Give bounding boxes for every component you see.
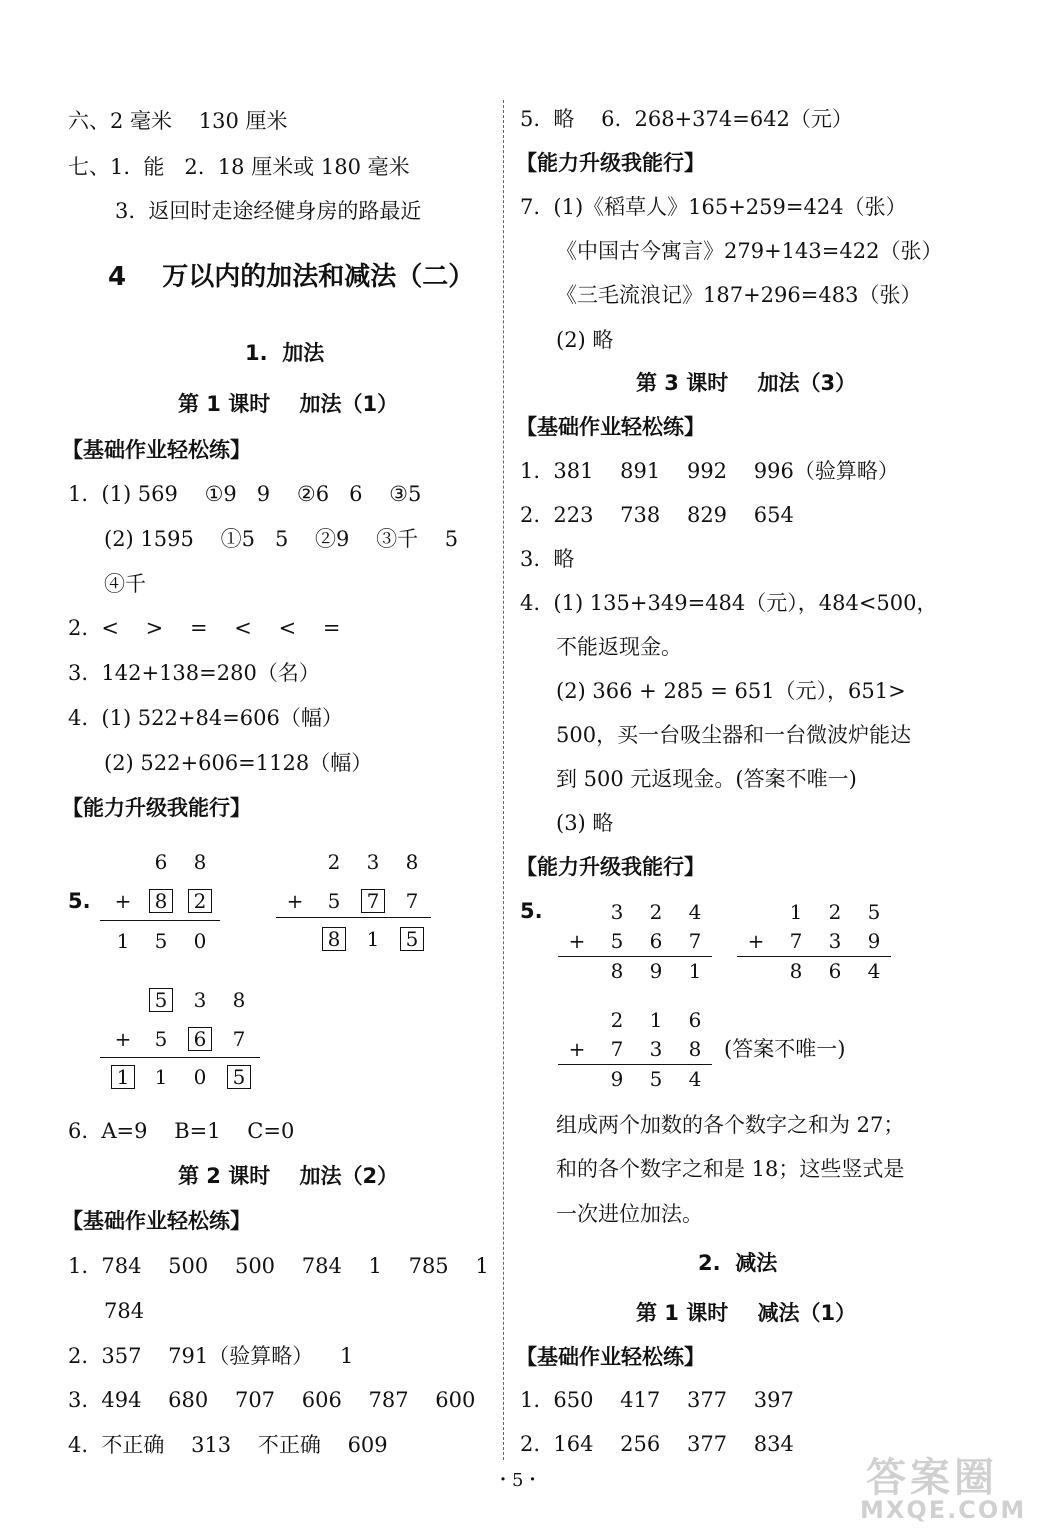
digit: 8 [688, 1037, 702, 1061]
digit: 6 [649, 929, 663, 953]
answer-line: 3. 494 680 707 606 787 600 [68, 1388, 476, 1412]
digit: 2 [610, 1008, 624, 1032]
exercise-header: 【能力升级我能行】 [516, 151, 705, 175]
digit: 5 [610, 929, 624, 953]
answer-line: 1. 381 891 992 996（验算略） [520, 459, 899, 483]
lesson-title: 第 1 课时 减法（1） [636, 1301, 857, 1325]
digit: 0 [193, 929, 207, 953]
digit: 5 [154, 1027, 168, 1051]
digit: 6 [828, 959, 842, 983]
digit: 5 [405, 927, 419, 951]
digit: 4 [867, 959, 881, 983]
lesson-title: 第 1 课时 加法（1） [178, 392, 399, 416]
watermark-title: 答案圈 [866, 1455, 998, 1501]
answer-line: 2. < > = < < = [68, 616, 341, 640]
digit: 5 [154, 929, 168, 953]
digit: 0 [193, 1065, 207, 1089]
answer-line: ④千 [104, 572, 146, 596]
answer-line: 2. 357 791（验算略） 1 [68, 1344, 354, 1368]
digit: 6 [193, 1027, 207, 1051]
sum-line [737, 956, 891, 957]
digit: 6 [688, 1008, 702, 1032]
digit: 9 [610, 1067, 624, 1091]
answer-line: 4. (1) 522+84=606（幅） [68, 706, 343, 730]
digit: 3 [649, 1037, 663, 1061]
digit: 3 [610, 900, 624, 924]
exercise-header: 【能力升级我能行】 [516, 855, 705, 879]
plus-sign: + [747, 929, 765, 953]
answer-line: 2. 164 256 377 834 [520, 1432, 794, 1456]
answer-line: 《中国古今寓言》279+143=422（张） [556, 239, 943, 263]
digit: 5 [867, 900, 881, 924]
answer-line: 4. 不正确 313 不正确 609 [68, 1433, 388, 1457]
plus-sign: + [568, 1037, 586, 1061]
watermark-url: MXQE.COM [860, 1496, 1027, 1524]
digit: 8 [154, 889, 168, 913]
sum-line [100, 1057, 260, 1058]
answer-line: 3. 返回时走途经健身房的路最近 [115, 199, 422, 223]
column-divider [503, 100, 504, 1460]
answer-line: (2) 略 [556, 328, 614, 352]
exercise-header: 【基础作业轻松练】 [62, 438, 251, 462]
digit: 5 [232, 1065, 246, 1089]
sum-line [276, 917, 431, 918]
digit: 7 [688, 929, 702, 953]
digit: 8 [789, 959, 803, 983]
answer-line: 3. 142+138=280（名） [68, 661, 320, 685]
digit: 1 [116, 929, 130, 953]
answer-line: (2) 366 + 285 = 651（元），651> [556, 679, 906, 703]
answer-line: 六、2 毫米 130 厘米 [68, 109, 288, 133]
section-title: 1. 加法 [245, 341, 325, 365]
answer-line: 一次进位加法。 [556, 1202, 703, 1226]
digit: 8 [610, 959, 624, 983]
digit: 1 [154, 1065, 168, 1089]
digit: 2 [193, 889, 207, 913]
digit: 2 [327, 850, 341, 874]
digit: 8 [405, 850, 419, 874]
answer-line: 7. (1)《稻草人》165+259=424（张） [520, 195, 907, 219]
section-title: 2. 减法 [698, 1251, 778, 1275]
plus-sign: + [286, 889, 304, 913]
digit: 4 [688, 900, 702, 924]
answer-line: 组成两个加数的各个数字之和为 27； [556, 1113, 905, 1137]
sum-line [558, 1064, 712, 1065]
digit: 7 [405, 889, 419, 913]
digit: 5 [649, 1067, 663, 1091]
answer-line: 到 500 元返现金。(答案不唯一) [556, 767, 857, 791]
answer-line: 500，买一台吸尘器和一台微波炉能达 [556, 723, 912, 747]
answer-line: 1. 650 417 377 397 [520, 1388, 794, 1412]
answer-line: 1. 784 500 500 784 1 785 1 [68, 1254, 489, 1278]
digit: 1 [688, 959, 702, 983]
answer-line: 《三毛流浪记》187+296=483（张） [556, 283, 922, 307]
exercise-header: 【基础作业轻松练】 [62, 1209, 251, 1233]
answer-line: 1. (1) 569 ①9 9 ②6 6 ③5 [68, 482, 422, 506]
lesson-title: 第 3 课时 加法（3） [636, 371, 857, 395]
answer-line: 2. 223 738 829 654 [520, 503, 794, 527]
digit: 5 [327, 889, 341, 913]
digit: 9 [649, 959, 663, 983]
digit: 5 [154, 988, 168, 1012]
plus-sign: + [114, 1027, 132, 1051]
digit: 9 [867, 929, 881, 953]
exercise-header: 【基础作业轻松练】 [516, 415, 705, 439]
question-number: 5. [68, 889, 91, 913]
watermark-logo [836, 1446, 1026, 1526]
lesson-title: 第 2 课时 加法（2） [178, 1164, 399, 1188]
digit: 4 [688, 1067, 702, 1091]
answer-line: 3. 略 [520, 547, 575, 571]
digit: 8 [327, 927, 341, 951]
digit: 3 [828, 929, 842, 953]
answer-line: 和的各个数字之和是 18；这些竖式是 [556, 1157, 905, 1181]
digit: 7 [610, 1037, 624, 1061]
answer-line: (3) 略 [556, 811, 614, 835]
plus-sign: + [114, 889, 132, 913]
answer-line: 5. 略 6. 268+374=642（元） [520, 107, 853, 131]
page-number: ・5・ [494, 1470, 542, 1491]
chapter-title: 4 万以内的加法和减法（二） [108, 262, 475, 292]
digit: 3 [193, 988, 207, 1012]
digit: 6 [154, 850, 168, 874]
sum-line [558, 956, 712, 957]
answer-line: 不能返现金。 [556, 635, 682, 659]
answer-line: 七、1. 能 2. 18 厘米或 180 毫米 [68, 155, 410, 179]
digit: 2 [649, 900, 663, 924]
question-number: 5. [520, 899, 543, 923]
plus-sign: + [568, 929, 586, 953]
digit: 1 [366, 927, 380, 951]
sum-line [100, 920, 220, 921]
answer-note: (答案不唯一) [724, 1037, 846, 1061]
digit: 1 [116, 1065, 130, 1089]
digit: 3 [366, 850, 380, 874]
answer-line: (2) 522+606=1128（幅） [104, 751, 373, 775]
digit: 8 [232, 988, 246, 1012]
digit: 1 [789, 900, 803, 924]
digit: 8 [193, 850, 207, 874]
answer-line: 784 [104, 1299, 145, 1323]
exercise-header: 【基础作业轻松练】 [516, 1345, 705, 1369]
digit: 2 [828, 900, 842, 924]
exercise-header: 【能力升级我能行】 [62, 796, 251, 820]
answer-line: 6. A=9 B=1 C=0 [68, 1119, 295, 1143]
answer-line: 4. (1) 135+349=484（元），484<500， [520, 591, 938, 615]
digit: 7 [366, 889, 380, 913]
digit: 1 [649, 1008, 663, 1032]
answer-line: (2) 1595 ①5 5 ②9 ③千 5 [104, 527, 459, 551]
digit: 7 [232, 1027, 246, 1051]
digit: 7 [789, 929, 803, 953]
